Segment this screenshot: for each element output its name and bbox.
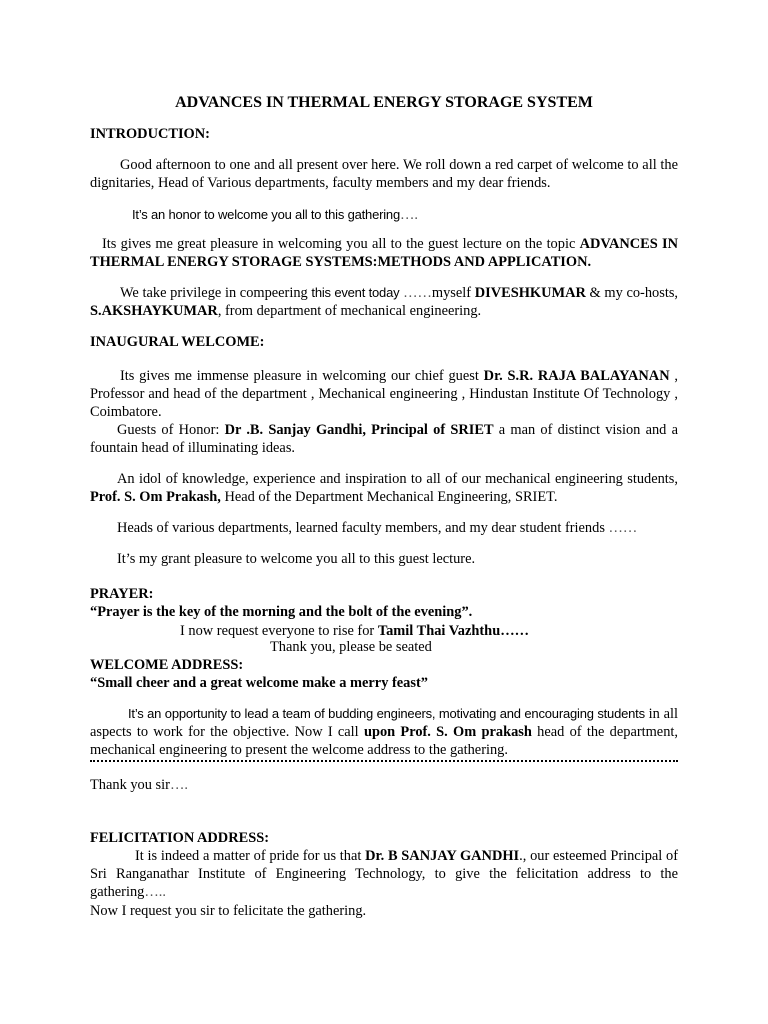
introduction-text: Good afternoon to one and all present over here. We roll down a red carpet of welcome to all the dignitaries, Head of Various departments, faculty members and my dear friends. <box>90 157 678 191</box>
welcome-thanks <box>90 776 678 794</box>
inaugural-paragraph-3 <box>90 470 678 506</box>
introduction-heading: INTRODUCTION: <box>90 126 210 142</box>
felicitation-heading: FELICITATION ADDRESS: <box>90 830 269 846</box>
guests-of-honor-text-a: Guests of Honor: <box>117 422 225 438</box>
hod-name: Prof. S. Om Prakash, <box>90 489 221 505</box>
felicitation-paragraph-2: Now I request you sir to felicitate the gathering. <box>90 903 367 919</box>
inaugural-paragraph-4 <box>90 519 678 537</box>
introduction-topic-text: Its gives me great pleasure in welcoming you all to the guest lecture on the topic <box>102 236 580 252</box>
document-title: ADVANCES IN THERMAL ENERGY STORAGE SYSTEM <box>175 94 593 111</box>
chief-guest-name: Dr. S.R. RAJA BALAYANAN <box>483 368 670 384</box>
introduction-paragraph-3 <box>90 235 678 271</box>
guests-of-honor-text-b: a man of distinct vision and a fountain head of illuminating ideas. <box>90 422 678 456</box>
felicitation-text-a: It is indeed a matter of pride for us that <box>135 848 366 864</box>
thanks-text: Thank you sir <box>90 777 170 793</box>
grant-pleasure-text: It’s my grant pleasure to welcome you all to this guest lecture. <box>117 551 476 567</box>
principal-name: Dr. B SANJAY GANDHI <box>365 848 520 864</box>
welcome-paragraph <box>90 705 678 759</box>
prayer-quote: “Prayer is the key of the morning and the bolt of the evening”. <box>90 604 473 620</box>
prayer-heading: PRAYER: <box>90 586 154 602</box>
chief-guest-text-b: , Professor and head of the department , Mechanical engineering , Hindustan Institute Of Technology , Coimbatore. <box>90 368 678 420</box>
introduction-paragraph-1 <box>90 156 678 192</box>
guest-of-honor-name: Dr .B. Sanjay Gandhi, Principal of SRIET <box>224 422 494 438</box>
heads-dots: …… <box>604 520 638 536</box>
felicitation-text-b: ., our esteemed Principal of Sri Ranganathar Institute of Engineering Technology, to give the felicitation address to the gathering <box>90 848 679 900</box>
compere-event-text: this event today <box>311 285 400 300</box>
heads-text: Heads of various departments, learned faculty members, and my dear student friends <box>117 520 605 536</box>
introduction-honor-dots: …. <box>399 207 418 223</box>
introduction-honor-text: It’s an honor to welcome you all to this gathering <box>132 207 400 222</box>
prayer-request-text: I now request everyone to rise for <box>180 623 378 639</box>
introduction-paragraph-4 <box>90 284 678 320</box>
compere-text-c: & my co-hosts, <box>585 285 679 301</box>
welcome-quote: “Small cheer and a great welcome make a merry feast” <box>90 675 428 691</box>
inaugural-paragraph-5 <box>90 550 678 568</box>
idol-text-a: An idol of knowledge, experience and inspiration to all of our mechanical engineering students, <box>117 471 678 487</box>
compere-text-d: , from department of mechanical engineering. <box>217 303 482 319</box>
prayer-line-2: Thank you, please be seated <box>270 639 432 655</box>
compere-text-b: myself <box>431 285 475 301</box>
compere-text-a: We take privilege in compeering <box>120 285 312 301</box>
dotted-divider <box>90 760 678 764</box>
host-name-2: S.AKSHAYKUMAR <box>90 303 218 319</box>
introduction-paragraph-2 <box>90 206 678 224</box>
compere-dots: …… <box>399 285 432 301</box>
inaugural-heading: INAUGURAL WELCOME: <box>90 334 265 350</box>
welcome-heading: WELCOME ADDRESS: <box>90 657 244 673</box>
idol-text-b: Head of the Department Mechanical Engineering, SRIET. <box>220 489 558 505</box>
welcome-speaker-name: upon Prof. S. Om prakash <box>363 724 532 740</box>
inaugural-paragraph-2 <box>90 421 678 457</box>
prayer-song-name: Tamil Thai Vazhthu…… <box>377 623 529 639</box>
felicitation-dots: ….. <box>144 884 166 900</box>
chief-guest-text-a: Its gives me immense pleasure in welcoming our chief guest <box>120 368 484 384</box>
felicitation-paragraph-1 <box>90 847 678 901</box>
thanks-dots: …. <box>169 777 188 793</box>
welcome-opportunity-text: It’s an opportunity to lead a team of budding engineers, motivating and encouraging students <box>128 706 645 721</box>
lecture-topic: ADVANCES IN THERMAL ENERGY STORAGE SYSTEMS:METHODS AND APPLICATION. <box>90 236 678 270</box>
welcome-call-text-b: head of the department, mechanical engineering to present the welcome address to the gathering. <box>90 724 678 758</box>
host-name-1: DIVESHKUMAR <box>474 285 586 301</box>
inaugural-paragraph-1 <box>90 367 678 421</box>
welcome-call-text: in all aspects to work for the objective. Now I call <box>90 706 678 740</box>
